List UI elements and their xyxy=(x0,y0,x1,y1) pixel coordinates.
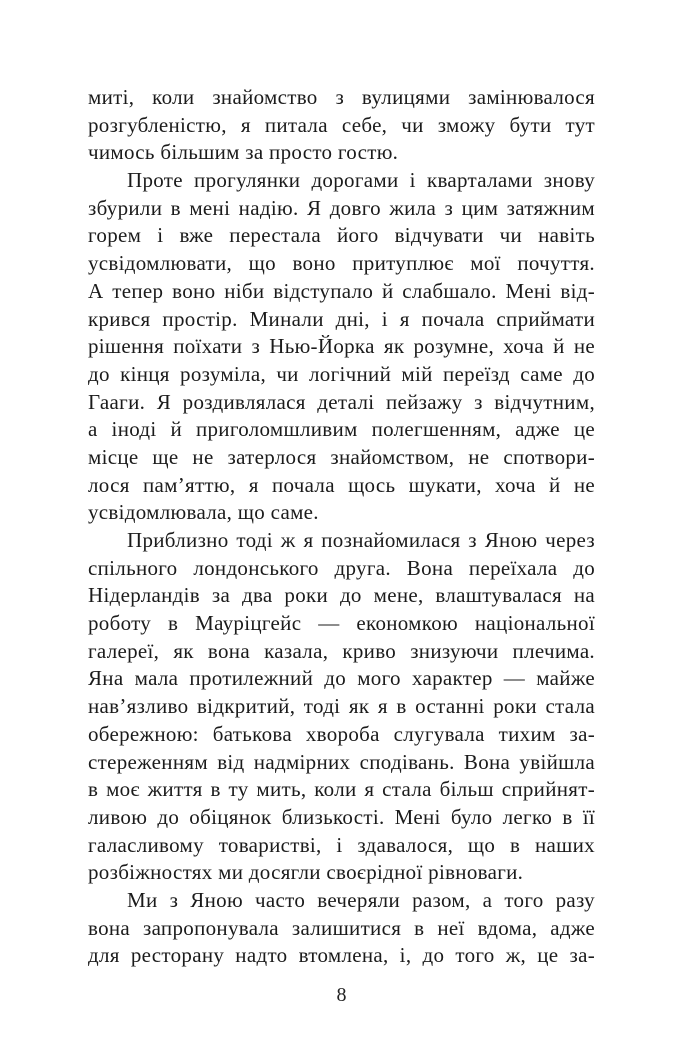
text-line: Проте прогулянки дорогами і кварталами знову xyxy=(127,168,595,193)
paragraph xyxy=(88,167,595,527)
text-line: Гааги. Я роздивлялася деталі пейзажу з відчутним, xyxy=(88,389,595,414)
text-line: а іноді й приголомшливим полегшенням, адже це xyxy=(88,417,595,442)
paragraph xyxy=(88,527,595,887)
text-line: роботу в Мауріцгейс — економкою національної xyxy=(88,611,595,636)
text-line: розгубленістю, я питала себе, чи зможу бути тут xyxy=(88,112,595,137)
text-line: вона запропонувала залишитися в неї вдома, адже xyxy=(88,915,595,940)
text-line: до кінця розуміла, чи логічний мій переїзд саме до xyxy=(88,361,595,386)
page-text xyxy=(88,84,595,970)
text-line: збурили в мені надію. Я довго жила з цим затяжним xyxy=(88,195,595,220)
text-line: Нідерландів за два роки до мене, влаштувалася на xyxy=(88,583,595,608)
paragraph-continuation xyxy=(88,84,595,167)
text-line: для ресторану надто втомлена, і, до того ж, це за- xyxy=(88,943,595,968)
text-line: ливою до обіцянок близькості. Мені було легко в її xyxy=(88,804,595,829)
text-line: миті, коли знайомство з вулицями замінювалося xyxy=(88,85,595,109)
text-line: А тепер воно ніби відступало й слабшало. Мені від- xyxy=(88,278,595,303)
text-line: галереї, як вона казала, криво знизуючи плечима. xyxy=(88,638,595,663)
text-line: Ми з Яною часто вечеряли разом, а того разу xyxy=(127,887,595,912)
text-line: усвідомлювала, що саме. xyxy=(88,500,319,525)
text-line: Приблизно тоді ж я познайомилася з Яною через xyxy=(127,528,595,552)
text-line: місце ще не затерлося знайомством, не спотвори- xyxy=(88,444,595,469)
text-line: Яна мала протилежний до мого характер — майже xyxy=(88,666,595,691)
page-number: 8 xyxy=(336,984,347,1006)
text-line: в моє життя в ту мить, коли я стала більш сприйнят- xyxy=(88,777,595,802)
text-line: стереженням від надмірних сподівань. Вона увійшла xyxy=(88,749,595,774)
text-line: усвідомлювати, що воно притуплює мої почуття. xyxy=(88,251,595,276)
text-line: крився простір. Минали дні, і я почала сприймати xyxy=(88,306,595,331)
text-line: галасливому товаристві, і здавалося, що в наших xyxy=(88,832,595,857)
text-line: розбіжностях ми досягли своєрідної рівноваги. xyxy=(88,860,524,885)
text-line: лося пам’яттю, я почала щось шукати, хоча й не xyxy=(88,472,595,497)
text-line: горем і вже перестала його відчувати чи навіть xyxy=(88,223,595,248)
text-line: чимось більшим за просто гостю. xyxy=(88,140,399,165)
paragraph xyxy=(88,887,595,970)
text-line: рішення поїхати з Нью-Йорка як розумне, хоча й не xyxy=(88,334,595,359)
text-line: спільного лондонського друга. Вона переїхала до xyxy=(88,555,595,580)
text-line: нав’язливо відкритий, тоді як я в останні роки стала xyxy=(88,694,595,719)
text-line: обережною: батькова хвороба слугувала тихим за- xyxy=(88,721,595,746)
